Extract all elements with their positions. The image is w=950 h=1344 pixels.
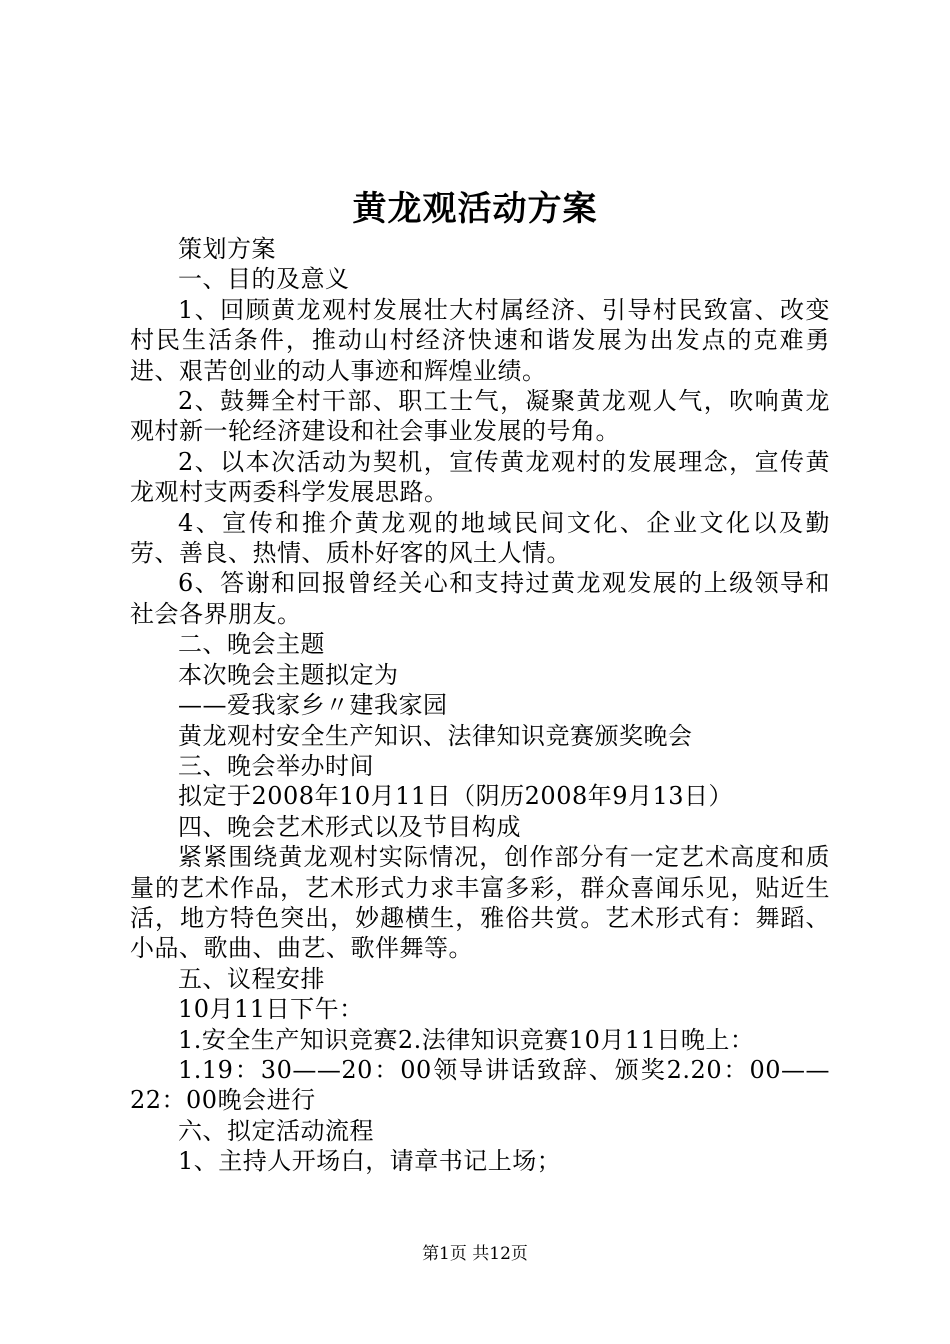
section-heading: 一、目的及意义 — [178, 265, 350, 294]
paragraph: 2、以本次活动为契机，宣传黄龙观村的发展理念，宣传黄龙观村支两委科学发展思路。 — [130, 447, 830, 507]
paragraph: 2、鼓舞全村干部、职工士气，凝聚黄龙观人气，吹响黄龙观村新一轮经济建设和社会事业发展的号角。 — [130, 387, 830, 446]
paragraph: 拟定于2008年10月11日（阴历2008年9月13日） — [178, 782, 734, 811]
paragraph: 4、宣传和推介黄龙观的地域民间文化、企业文化以及勤劳、善良、热情、质朴好客的风土人情。 — [130, 508, 830, 568]
section-heading: 四、晚会艺术形式以及节目构成 — [178, 812, 521, 841]
document-title: 黄龙观活动方案 — [352, 189, 598, 229]
paragraph: 1.19：30——20：00领导讲话致辞、颁奖2.20：00——22：00晚会进行 — [130, 1055, 830, 1115]
paragraph: 本次晚会主题拟定为 — [178, 660, 399, 689]
document-body — [130, 234, 830, 1177]
paragraph: 策划方案 — [178, 235, 276, 263]
paragraph: 10月11日下午： — [178, 995, 364, 1024]
paragraph: 黄龙观村安全生产知识、法律知识竞赛颁奖晚会 — [178, 721, 693, 750]
section-heading: 三、晚会举办时间 — [178, 751, 374, 780]
paragraph: ——爱我家乡〃建我家园 — [178, 691, 448, 720]
paragraph: 1.安全生产知识竞赛2.法律知识竞赛10月11日晚上： — [178, 1025, 755, 1054]
paragraph: 6、答谢和回报曾经关心和支持过黄龙观发展的上级领导和社会各界朋友。 — [130, 569, 830, 628]
section-heading: 五、议程安排 — [178, 964, 325, 993]
paragraph: 1、回顾黄龙观村发展壮大村属经济、引导村民致富、改变村民生活条件，推动山村经济快速和谐发展为出发点的克难勇进、艰苦创业的动人事迹和辉煌业绩。 — [130, 295, 830, 385]
paragraph: 1、主持人开场白，请章书记上场； — [178, 1147, 562, 1176]
section-heading: 六、拟定活动流程 — [178, 1116, 374, 1145]
page-footer: 第1页 共12页 — [422, 1244, 528, 1264]
paragraph: 紧紧围绕黄龙观村实际情况，创作部分有一定艺术高度和质量的艺术作品，艺术形式力求丰富多彩，群众喜闻乐见，贴近生活，地方特色突出，妙趣横生，雅俗共赏。艺术形式有：舞蹈、小品、歌曲、曲艺、歌伴舞等。 — [130, 843, 830, 963]
section-heading: 二、晚会主题 — [178, 630, 325, 659]
